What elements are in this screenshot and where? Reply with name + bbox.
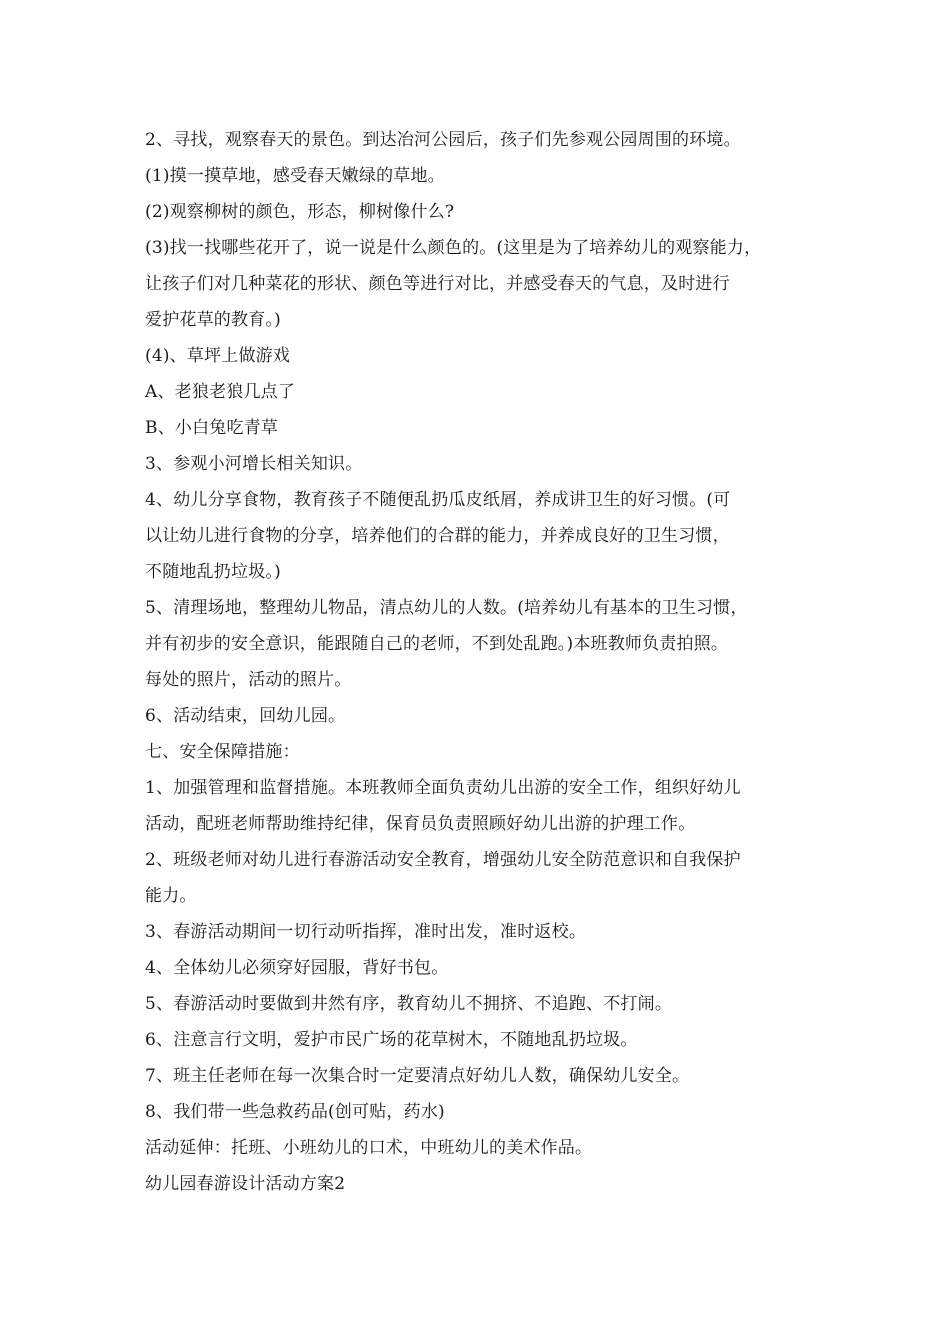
- text-line: 不随地乱扔垃圾。): [145, 562, 281, 582]
- text-line: 2、寻找，观察春天的景色。到达冶河公园后，孩子们先参观公园周围的环境。: [145, 130, 741, 150]
- text-line: 5、清理场地，整理幼儿物品，清点幼儿的人数。(培养幼儿有基本的卫生习惯，: [145, 598, 748, 618]
- text-line: 活动，配班老师帮助维持纪律，保育员负责照顾好幼儿出游的护理工作。: [145, 814, 696, 834]
- text-line: (2)观察柳树的颜色，形态，柳树像什么?: [145, 202, 455, 222]
- section-title: 幼儿园春游设计活动方案2: [145, 1174, 346, 1194]
- text-line: 每处的照片，活动的照片。: [145, 670, 352, 690]
- text-line: 以让幼儿进行食物的分享，培养他们的合群的能力，并养成良好的卫生习惯，: [145, 526, 730, 546]
- text-line: 活动延伸：托班、小班幼儿的口术，中班幼儿的美术作品。: [145, 1138, 593, 1158]
- text-line: 3、参观小河增长相关知识。: [145, 454, 363, 474]
- text-line: 5、春游活动时要做到井然有序，教育幼儿不拥挤、不追跑、不打闹。: [145, 994, 673, 1014]
- text-line: (1)摸一摸草地，感受春天嫩绿的草地。: [145, 166, 445, 186]
- text-line: 让孩子们对几种菜花的形状、颜色等进行对比，并感受春天的气息，及时进行: [145, 274, 730, 294]
- text-line: 4、幼儿分享食物，教育孩子不随便乱扔瓜皮纸屑，养成讲卫生的好习惯。(可: [145, 490, 731, 510]
- text-line: (3)找一找哪些花开了，说一说是什么颜色的。(这里是为了培养幼儿的观察能力，: [145, 238, 762, 258]
- text-line: 6、注意言行文明，爱护市民广场的花草树木，不随地乱扔垃圾。: [145, 1030, 638, 1050]
- text-line: A、老狼老狼几点了: [145, 382, 296, 402]
- document-body: [145, 122, 825, 1202]
- text-line: B、小白兔吃青草: [145, 418, 279, 438]
- text-line: 7、班主任老师在每一次集合时一定要清点好幼儿人数，确保幼儿安全。: [145, 1066, 690, 1086]
- text-line: 6、活动结束，回幼儿园。: [145, 706, 346, 726]
- text-line: 爱护花草的教育。): [145, 310, 281, 330]
- text-line: 2、班级老师对幼儿进行春游活动安全教育，增强幼儿安全防范意识和自我保护: [145, 850, 741, 870]
- section-heading: 七、安全保障措施：: [145, 742, 300, 762]
- text-line: (4)、草坪上做游戏: [145, 346, 291, 366]
- text-line: 1、加强管理和监督措施。本班教师全面负责幼儿出游的安全工作，组织好幼儿: [145, 778, 741, 798]
- text-line: 3、春游活动期间一切行动听指挥，准时出发，准时返校。: [145, 922, 587, 942]
- text-line: 8、我们带一些急救药品(创可贴，药水): [145, 1102, 445, 1122]
- text-line: 4、全体幼儿必须穿好园服，背好书包。: [145, 958, 449, 978]
- text-line: 并有初步的安全意识，能跟随自己的老师，不到处乱跑。)本班教师负责拍照。: [145, 634, 729, 654]
- text-line: 能力。: [145, 886, 197, 906]
